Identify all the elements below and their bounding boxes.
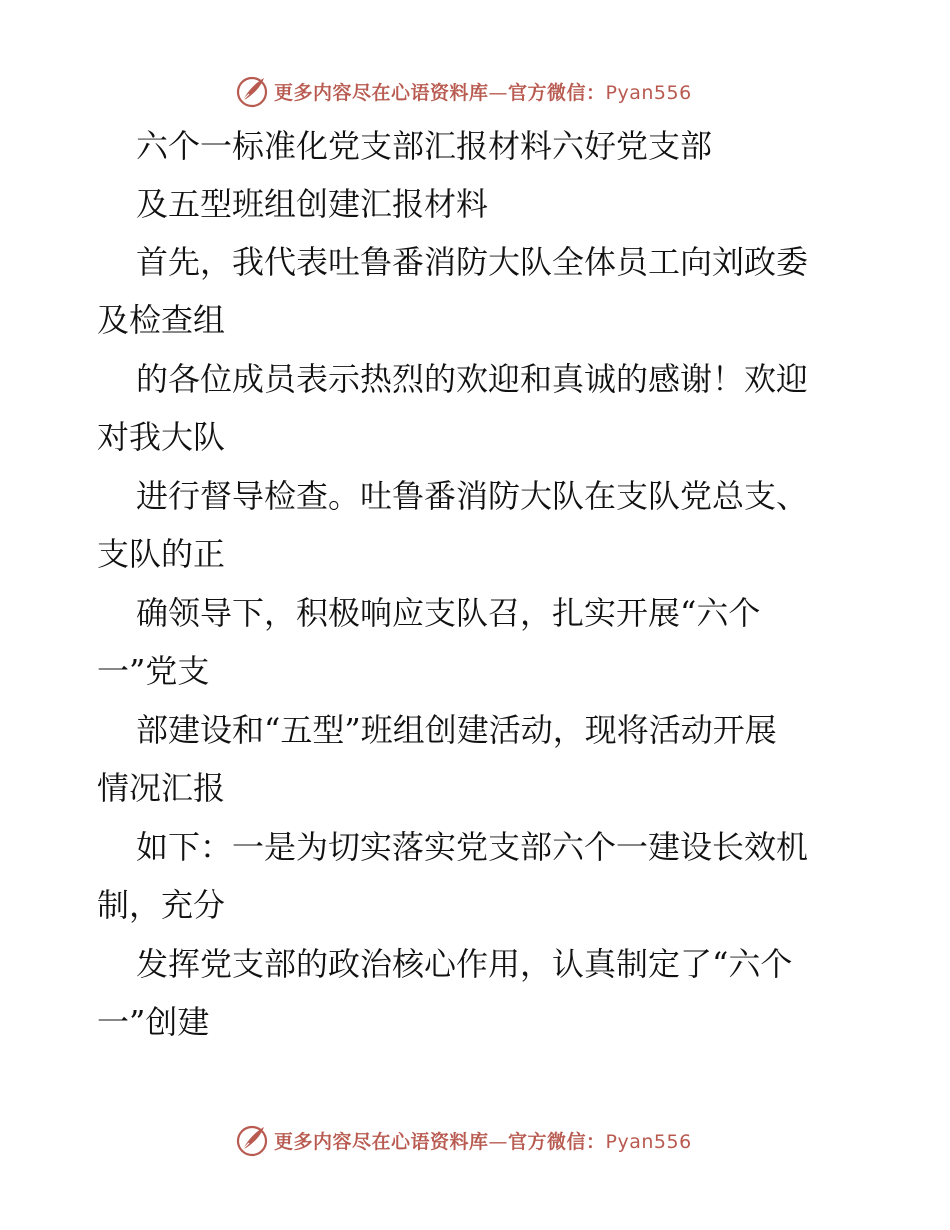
- banner-text: [274, 78, 692, 105]
- banner-account: Pyan556: [605, 1130, 692, 1153]
- banner-contact: 官方微信：: [508, 81, 606, 104]
- banner-label: 更多内容尽在心语资料库: [274, 81, 489, 104]
- doc-line: 部建设和“五型”班组创建活动，现将活动开展: [136, 711, 777, 749]
- feather-pen-logo-icon: [234, 73, 270, 109]
- banner-text: [274, 1127, 692, 1154]
- banner-separator: —: [488, 81, 509, 104]
- doc-line: 及五型班组创建汇报材料: [136, 185, 489, 223]
- doc-line: 确领导下，积极响应支队召，扎实开展“六个: [136, 594, 761, 632]
- doc-line: 对我大队: [97, 418, 226, 456]
- doc-line: 发挥党支部的政治核心作用，认真制定了“六个: [136, 945, 793, 983]
- footer-banner: [234, 1120, 692, 1160]
- doc-line: 如下：一是为切实落实党支部六个一建设长效机: [136, 828, 809, 866]
- doc-line: 首先，我代表吐鲁番消防大队全体员工向刘政委: [136, 243, 809, 281]
- doc-line: 一”党支: [97, 652, 210, 690]
- doc-line: 支队的正: [97, 535, 226, 573]
- doc-line: 进行督导检查。吐鲁番消防大队在支队党总支、: [136, 477, 809, 515]
- doc-line: 制，充分: [97, 886, 226, 924]
- banner-label: 更多内容尽在心语资料库: [274, 1130, 489, 1153]
- doc-line: 情况汇报: [97, 769, 226, 807]
- doc-line: 及检查组: [97, 301, 226, 339]
- doc-line: 一”创建: [97, 1003, 210, 1041]
- header-banner: [234, 71, 692, 111]
- doc-line: 六个一标准化党支部汇报材料六好党支部: [136, 127, 713, 165]
- banner-contact: 官方微信：: [508, 1130, 606, 1153]
- feather-pen-logo-icon: [234, 1122, 270, 1158]
- banner-separator: —: [488, 1130, 509, 1153]
- doc-line: 的各位成员表示热烈的欢迎和真诚的感谢！欢迎: [136, 360, 809, 398]
- banner-account: Pyan556: [605, 81, 692, 104]
